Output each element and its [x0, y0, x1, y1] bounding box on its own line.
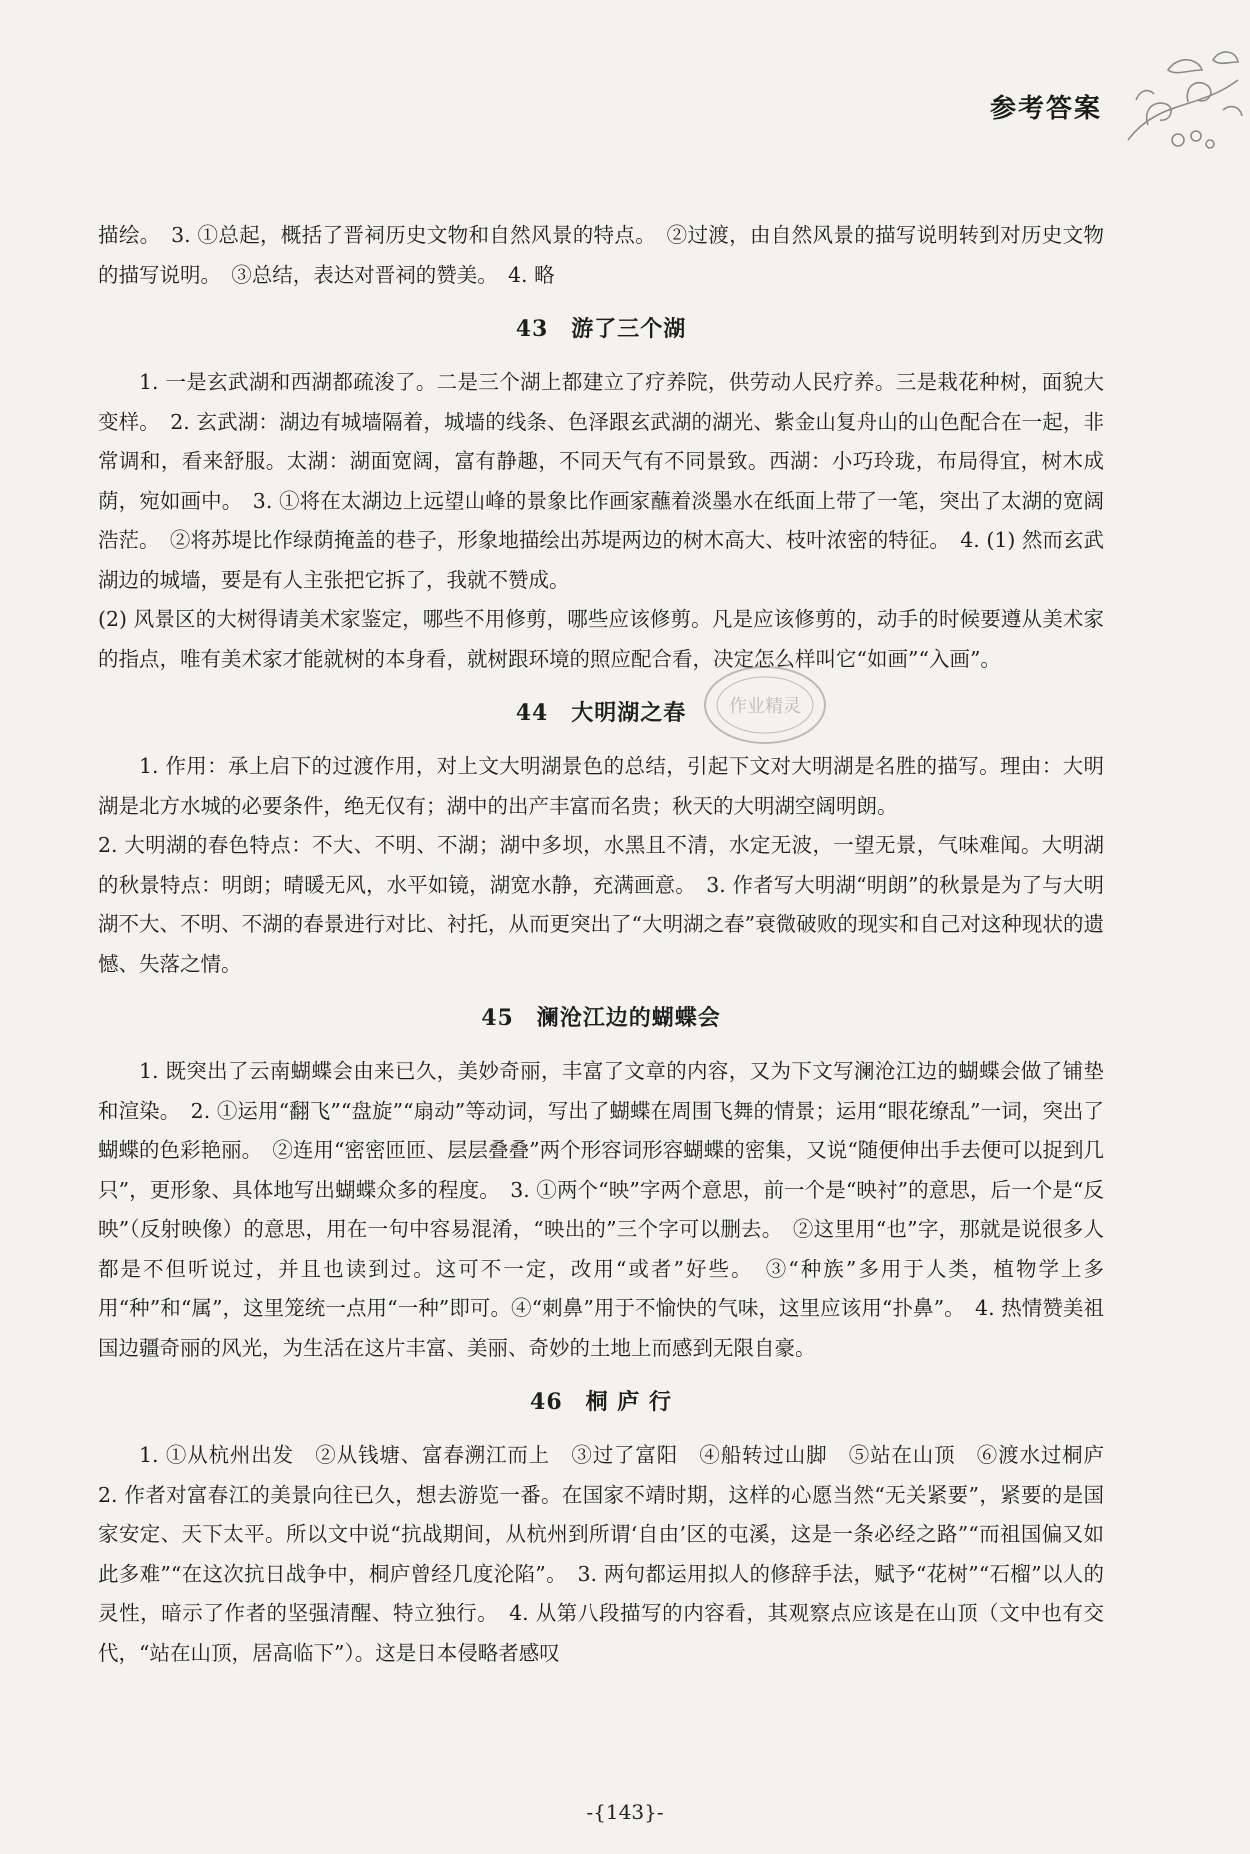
answer-content — [98, 216, 1125, 1673]
section-43-paragraph-1: 1. 一是玄武湖和西湖都疏浚了。二是三个湖上都建立了疗养院，供劳动人民疗养。三是栽花种树，面貌大变样。 2. 玄武湖：湖边有城墙隔着，城墙的线条、色泽跟玄武湖的湖光、紫金山复舟山的山色配合在一起，非常调和，看来舒服。太湖：湖面宽阔，富有静趣，不同天气有不同景致。西湖：小巧玲珑，布局得宜，树木成荫，宛如画中。 3. ①将在太湖边上远望山峰的景象比作画家蘸着淡墨水在纸面上带了一笔，突出了太湖的宽阔浩茫。 ②将苏堤比作绿荫掩盖的巷子，形象地描绘出苏堤两边的树木高大、枝叶浓密的特征。 4. (1) 然而玄武湖边的城墙，要是有人主张把它拆了，我就不赞成。 — [98, 370, 1104, 592]
section-43-title: 43 游了三个湖 — [515, 316, 687, 342]
section-45-title: 45 澜沧江边的蝴蝶会 — [481, 1005, 721, 1031]
section-46-paragraph-1: 1. ①从杭州出发 ②从钱塘、富春溯江而上 ③过了富阳 ④船转过山脚 ⑤站在山顶 ⑥渡水过桐庐 2. 作者对富春江的美景向往已久，想去游览一番。在国家不靖时期，这样的心愿当然“无关紧要”，紧要的是国家安定、天下太平。所以文中说“抗战期间，从杭州到所谓‘自由’区的屯溪，这是一条必经之路”“而祖国偏又如此多难”“在这次抗日战争中，桐庐曾经几度沦陷”。 3. 两句都运用拟人的修辞手法，赋予“花树”“石榴”以人的灵性，暗示了作者的坚强清醒、特立独行。 4. 从第八段描写的内容看，其观察点应该是在山顶（文中也有交代，“站在山顶，居高临下”）。这是日本侵略者感叹 — [98, 1443, 1125, 1665]
stamp-logo — [700, 660, 830, 750]
section-44-paragraph-2: 2. 大明湖的春色特点：不大、不明、不湖；湖中多坝，水黑且不清，水定无波，一望无景，气味难闻。大明湖的秋景特点：明朗；晴暖无风，水平如镜，湖宽水静，充满画意。 3. 作者写大明湖“明朗”的秋景是为了与大明湖不大、不明、不湖的春景进行对比、衬托，从而更突出了“大明湖之春”衰微破败的现实和自己对这种现状的遗憾、失落之情。 — [98, 833, 1104, 976]
page-number-value: 143 — [605, 1800, 645, 1824]
section-46-title: 46 桐 庐 行 — [530, 1389, 672, 1415]
page-number — [0, 1800, 1250, 1824]
page-header-title: 参考答案 — [990, 94, 1103, 124]
section-43-paragraph-2: (2) 风景区的大树得请美术家鉴定，哪些不用修剪，哪些应该修剪。凡是应该修剪的，动手的时候要遵从美术家的指点，唯有美术家才能就树的本身看，就树跟环境的照应配合看，决定怎么样叫它“如画”“入画”。 — [98, 607, 1104, 671]
section-44-title: 44 大明湖之春 — [515, 700, 687, 726]
section-45-paragraph-1: 1. 既突出了云南蝴蝶会由来已久，美妙奇丽，丰富了文章的内容，又为下文写澜沧江边的蝴蝶会做了铺垫和渲染。 2. ①运用“翻飞”“盘旋”“扇动”等动词，写出了蝴蝶在周围飞舞的情景；运用“眼花缭乱”一词，突出了蝴蝶的色彩艳丽。 ②连用“密密匝匝、层层叠叠”两个形容词形容蝴蝶的密集，又说“随便伸出手去便可以捉到几只”，更形象、具体地写出蝴蝶众多的程度。 3. ①两个“映”字两个意思，前一个是“映衬”的意思，后一个是“反映”（反射映像）的意思，用在一句中容易混淆，“映出的”三个字可以删去。 ②这里用“也”字，那就是说很多人都是不但听说过，并且也读到过。这可不一定，改用“或者”好些。 ③“种族”多用于人类，植物学上多用“种”和“属”，这里笼统一点用“一种”即可。④“刺鼻”用于不愉快的气味，这里应该用“扑鼻”。 4. 热情赞美祖国边疆奇丽的风光，为生活在这片丰富、美丽、奇妙的土地上而感到无限自豪。 — [98, 1059, 1104, 1360]
stamp-text: 作业精灵 — [729, 696, 801, 717]
floral-ornament-icon — [1118, 40, 1250, 160]
page-number-right-bracket: }- — [644, 1800, 664, 1824]
section-44-paragraph-1: 1. 作用：承上启下的过渡作用，对上文大明湖景色的总结，引起下文对大明湖是名胜的描写。理由：大明湖是北方水城的必要条件，绝无仅有；湖中的出产丰富而名贵；秋天的大明湖空阔明朗。 — [98, 754, 1104, 818]
page-number-left-bracket: -{ — [586, 1800, 606, 1824]
section-0-paragraph-0: 描绘。 3. ①总起，概括了晋祠历史文物和自然风景的特点。 ②过渡，由自然风景的描写说明转到对历史文物的描写说明。 ③总结，表达对晋祠的赞美。 4. 略 — [98, 223, 1104, 287]
